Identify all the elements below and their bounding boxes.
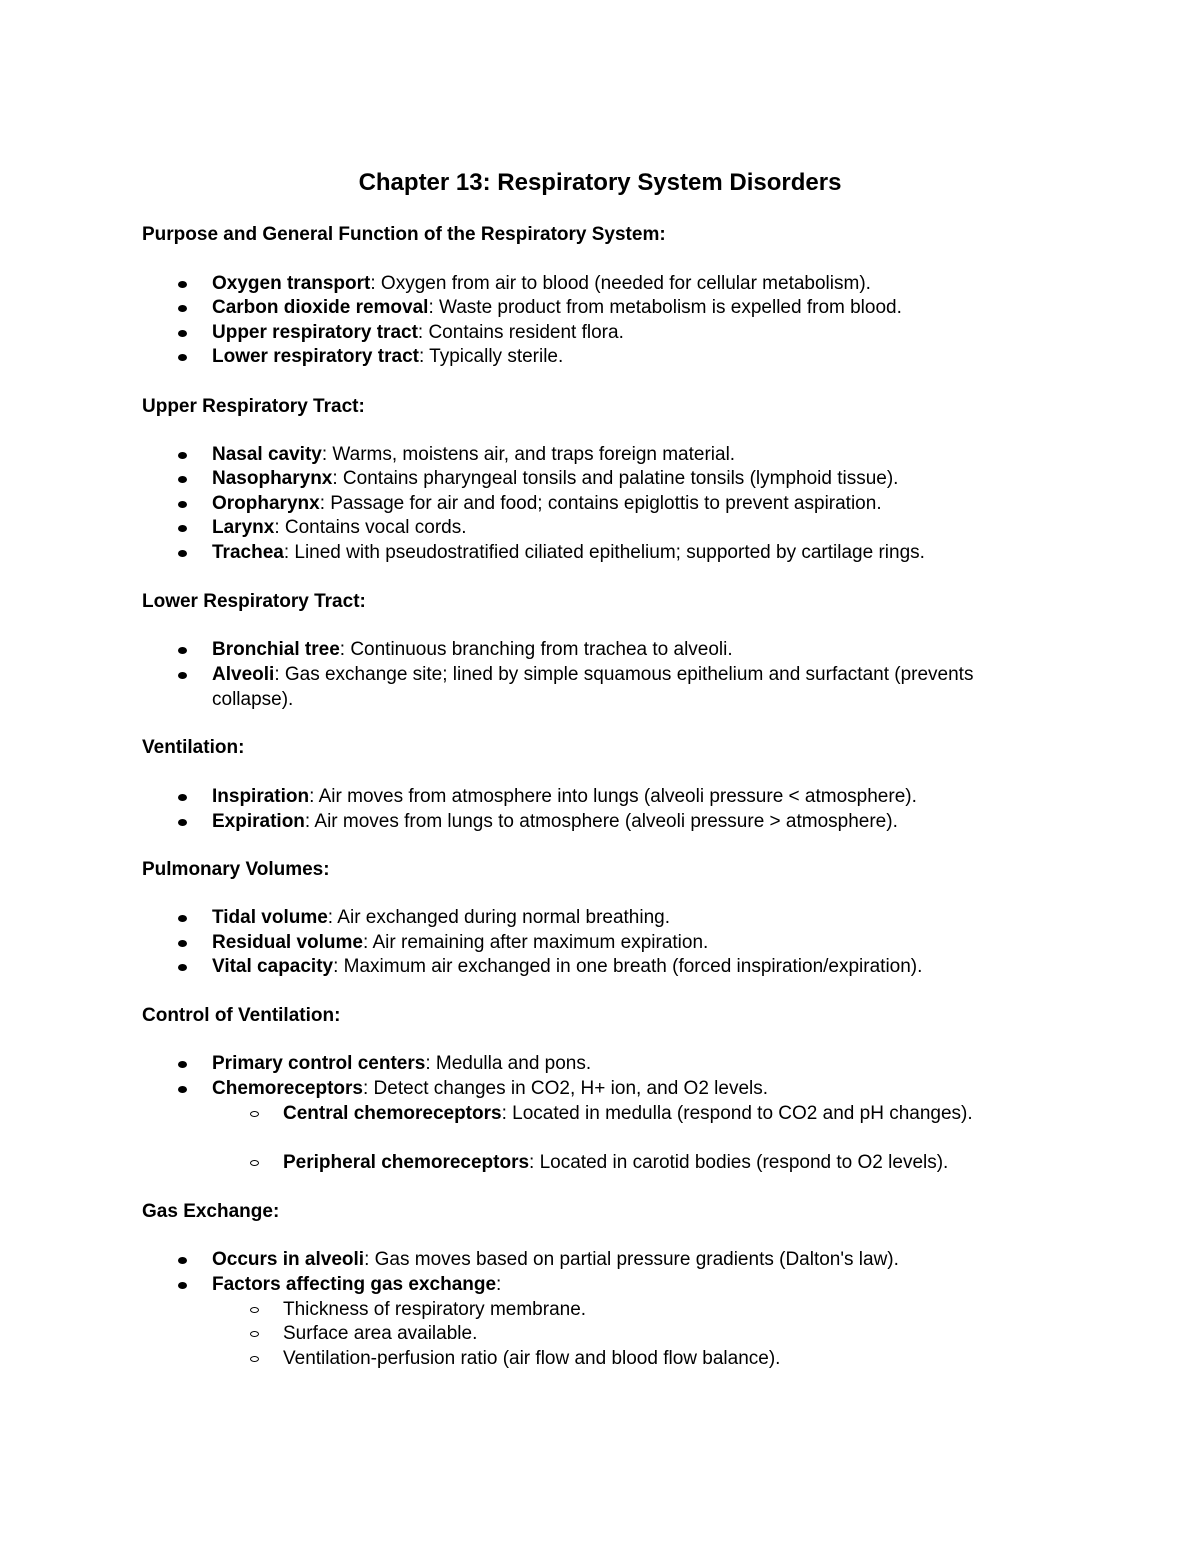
hollow-bullet-icon (250, 1331, 259, 1337)
bullet-icon (178, 1257, 187, 1264)
bullet-icon (178, 915, 187, 922)
section-heading-lower: Lower Respiratory Tract: (142, 591, 366, 612)
list-item: Upper respiratory tract: Contains resident flora. (212, 321, 1062, 346)
list-item: Occurs in alveoli: Gas moves based on partial pressure gradients (Dalton's law). (212, 1248, 1062, 1273)
sub-list-item: Central chemoreceptors: Located in medulla (respond to CO2 and pH changes). (283, 1102, 983, 1127)
bullet-icon (178, 452, 187, 459)
bullet-icon (178, 330, 187, 337)
list-item: Oxygen transport: Oxygen from air to blood (needed for cellular metabolism). (212, 272, 1062, 297)
page-title: Chapter 13: Respiratory System Disorders (358, 169, 842, 196)
sub-list-item: Peripheral chemoreceptors: Located in carotid bodies (respond to O2 levels). (283, 1151, 1063, 1176)
section-heading-purpose: Purpose and General Function of the Respiratory System: (142, 224, 666, 245)
list-item: Alveoli: Gas exchange site; lined by simple squamous epithelium and surfactant (prevents collapse). (212, 663, 1002, 712)
list-item: Chemoreceptors: Detect changes in CO2, H+ ion, and O2 levels. (212, 1077, 1062, 1102)
bullet-icon (178, 305, 187, 312)
section-heading-upper: Upper Respiratory Tract: (142, 396, 365, 417)
bullet-icon (178, 281, 187, 288)
hollow-bullet-icon (250, 1307, 259, 1313)
bullet-icon (178, 940, 187, 947)
list-item: Nasal cavity: Warms, moistens air, and traps foreign material. (212, 443, 1062, 468)
bullet-icon (178, 819, 187, 826)
list-item: Nasopharynx: Contains pharyngeal tonsils and palatine tonsils (lymphoid tissue). (212, 467, 1062, 492)
bullet-icon (178, 794, 187, 801)
bullet-icon (178, 647, 187, 654)
hollow-bullet-icon (250, 1160, 259, 1166)
list-item: Trachea: Lined with pseudostratified ciliated epithelium; supported by cartilage rings. (212, 541, 1062, 566)
list-item: Factors affecting gas exchange: (212, 1273, 1062, 1298)
section-heading-volumes: Pulmonary Volumes: (142, 859, 330, 880)
bullet-icon (178, 476, 187, 483)
list-item: Tidal volume: Air exchanged during normal breathing. (212, 906, 1062, 931)
section-heading-gas: Gas Exchange: (142, 1201, 280, 1222)
section-heading-ventilation: Ventilation: (142, 737, 245, 758)
bullet-icon (178, 501, 187, 508)
list-item: Oropharynx: Passage for air and food; contains epiglottis to prevent aspiration. (212, 492, 1062, 517)
section-heading-control: Control of Ventilation: (142, 1005, 341, 1026)
bullet-icon (178, 525, 187, 532)
list-item: Residual volume: Air remaining after maximum expiration. (212, 931, 1062, 956)
list-item: Vital capacity: Maximum air exchanged in one breath (forced inspiration/expiration). (212, 955, 1062, 980)
bullet-icon (178, 1086, 187, 1093)
sub-list-item: Ventilation-perfusion ratio (air flow and blood flow balance). (283, 1347, 1063, 1372)
bullet-icon (178, 672, 187, 679)
list-item: Inspiration: Air moves from atmosphere into lungs (alveoli pressure < atmosphere). (212, 785, 1062, 810)
list-item: Primary control centers: Medulla and pons. (212, 1052, 1062, 1077)
list-item: Bronchial tree: Continuous branching from trachea to alveoli. (212, 638, 1062, 663)
bullet-icon (178, 354, 187, 361)
hollow-bullet-icon (250, 1111, 259, 1117)
list-item: Expiration: Air moves from lungs to atmosphere (alveoli pressure > atmosphere). (212, 810, 1062, 835)
hollow-bullet-icon (250, 1356, 259, 1362)
bullet-icon (178, 1061, 187, 1068)
sub-list-item: Thickness of respiratory membrane. (283, 1298, 1063, 1323)
bullet-icon (178, 1282, 187, 1289)
bullet-icon (178, 550, 187, 557)
list-item: Carbon dioxide removal: Waste product from metabolism is expelled from blood. (212, 296, 1062, 321)
list-item: Lower respiratory tract: Typically sterile. (212, 345, 1062, 370)
bullet-icon (178, 964, 187, 971)
list-item: Larynx: Contains vocal cords. (212, 516, 1062, 541)
sub-list-item: Surface area available. (283, 1322, 1063, 1347)
